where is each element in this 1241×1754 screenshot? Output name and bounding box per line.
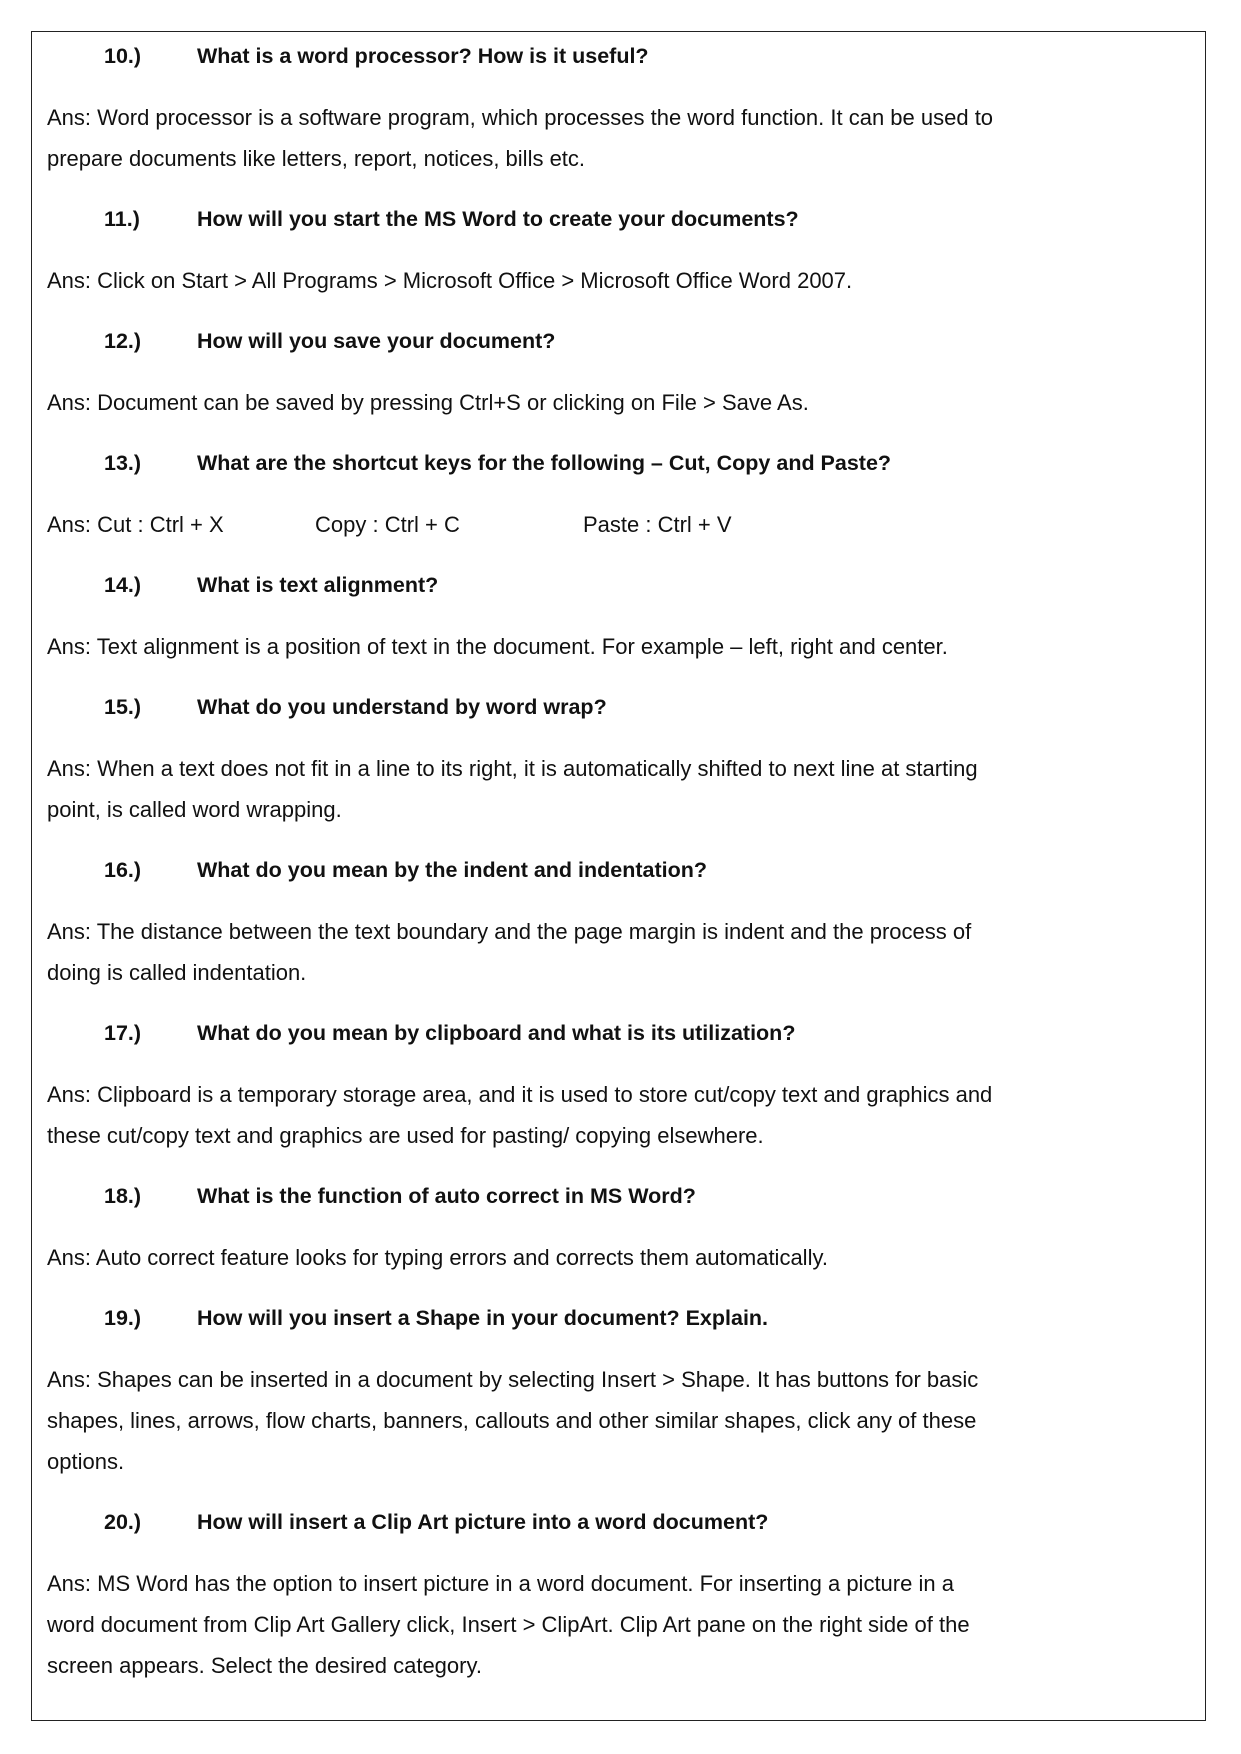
shortcut-entry: Paste : Ctrl + V — [583, 512, 732, 537]
answer-block — [32, 382, 1205, 423]
answer-block — [32, 748, 1205, 830]
answer-line: shapes, lines, arrows, flow charts, banners, callouts and other similar shapes, click any of these — [47, 1408, 977, 1433]
shortcut-entry: Copy : Ctrl + C — [315, 512, 460, 537]
answer-block — [32, 1074, 1205, 1156]
question-number: 20.) — [104, 1510, 142, 1534]
answer-line: Ans: When a text does not fit in a line to its right, it is automatically shifted to next line at starting — [47, 756, 978, 781]
answer-line: Ans: Clipboard is a temporary storage area, and it is used to store cut/copy text and graphics and — [47, 1082, 993, 1107]
answer-block — [32, 504, 1205, 545]
answer-line: Ans: Click on Start > All Programs > Microsoft Office > Microsoft Office Word 2007. — [47, 268, 853, 293]
question-heading — [32, 1013, 1205, 1054]
question-heading — [32, 199, 1205, 240]
question-heading — [32, 565, 1205, 606]
answer-block — [32, 1563, 1205, 1686]
question-heading — [32, 1298, 1205, 1339]
question-text: What is a word processor? How is it useful? — [197, 44, 649, 68]
question-number: 15.) — [104, 695, 142, 719]
question-text: How will you start the MS Word to create your documents? — [197, 207, 799, 231]
question-heading — [32, 1502, 1205, 1543]
answer-line: these cut/copy text and graphics are used for pasting/ copying elsewhere. — [47, 1123, 764, 1148]
question-heading — [32, 36, 1205, 77]
answer-block — [32, 1359, 1205, 1482]
answer-line: point, is called word wrapping. — [47, 797, 342, 822]
question-text: What is the function of auto correct in MS Word? — [197, 1184, 696, 1208]
question-heading — [32, 443, 1205, 484]
answer-line: prepare documents like letters, report, notices, bills etc. — [47, 146, 586, 171]
answer-line: Ans: Word processor is a software program, which processes the word function. It can be used to — [47, 105, 994, 130]
answer-line: Ans: Document can be saved by pressing Ctrl+S or clicking on File > Save As. — [47, 390, 809, 415]
answer-line: Ans: Auto correct feature looks for typing errors and corrects them automatically. — [47, 1245, 828, 1270]
answer-block — [32, 1237, 1205, 1278]
answer-block — [32, 260, 1205, 301]
answer-line: doing is called indentation. — [47, 960, 307, 985]
question-text: What do you mean by clipboard and what is its utilization? — [197, 1021, 796, 1045]
answer-line: screen appears. Select the desired category. — [47, 1653, 482, 1678]
answer-line: Ans: Shapes can be inserted in a document by selecting Insert > Shape. It has buttons for basic — [47, 1367, 979, 1392]
question-text: What are the shortcut keys for the following – Cut, Copy and Paste? — [197, 451, 892, 475]
question-text: How will you save your document? — [197, 329, 556, 353]
answer-line — [47, 504, 1205, 545]
question-number: 17.) — [104, 1021, 142, 1045]
question-number: 12.) — [104, 329, 142, 353]
answer-line: options. — [47, 1449, 125, 1474]
answer-line: Ans: The distance between the text boundary and the page margin is indent and the process of — [47, 919, 972, 944]
answer-block — [32, 911, 1205, 993]
answer-block — [32, 626, 1205, 667]
question-number: 14.) — [104, 573, 142, 597]
question-text: What do you understand by word wrap? — [197, 695, 607, 719]
question-heading — [32, 321, 1205, 362]
question-text: What do you mean by the indent and indentation? — [197, 858, 708, 882]
question-text: How will insert a Clip Art picture into a word document? — [197, 1510, 769, 1534]
answer-line: Ans: MS Word has the option to insert picture in a word document. For inserting a picture in a — [47, 1571, 954, 1596]
shortcut-entry: Ans: Cut : Ctrl + X — [47, 512, 224, 537]
qa-document-frame — [31, 31, 1206, 1721]
question-number: 10.) — [104, 44, 142, 68]
question-heading — [32, 687, 1205, 728]
question-number: 18.) — [104, 1184, 142, 1208]
answer-block — [32, 97, 1205, 179]
answer-line: word document from Clip Art Gallery click, Insert > ClipArt. Clip Art pane on the right side of the — [47, 1612, 970, 1637]
question-heading — [32, 1176, 1205, 1217]
question-heading — [32, 850, 1205, 891]
question-number: 19.) — [104, 1306, 142, 1330]
question-text: What is text alignment? — [197, 573, 439, 597]
question-number: 11.) — [104, 207, 140, 231]
question-number: 13.) — [104, 451, 142, 475]
question-number: 16.) — [104, 858, 142, 882]
answer-line: Ans: Text alignment is a position of text in the document. For example – left, right and center. — [47, 634, 948, 659]
question-text: How will you insert a Shape in your document? Explain. — [197, 1306, 769, 1330]
